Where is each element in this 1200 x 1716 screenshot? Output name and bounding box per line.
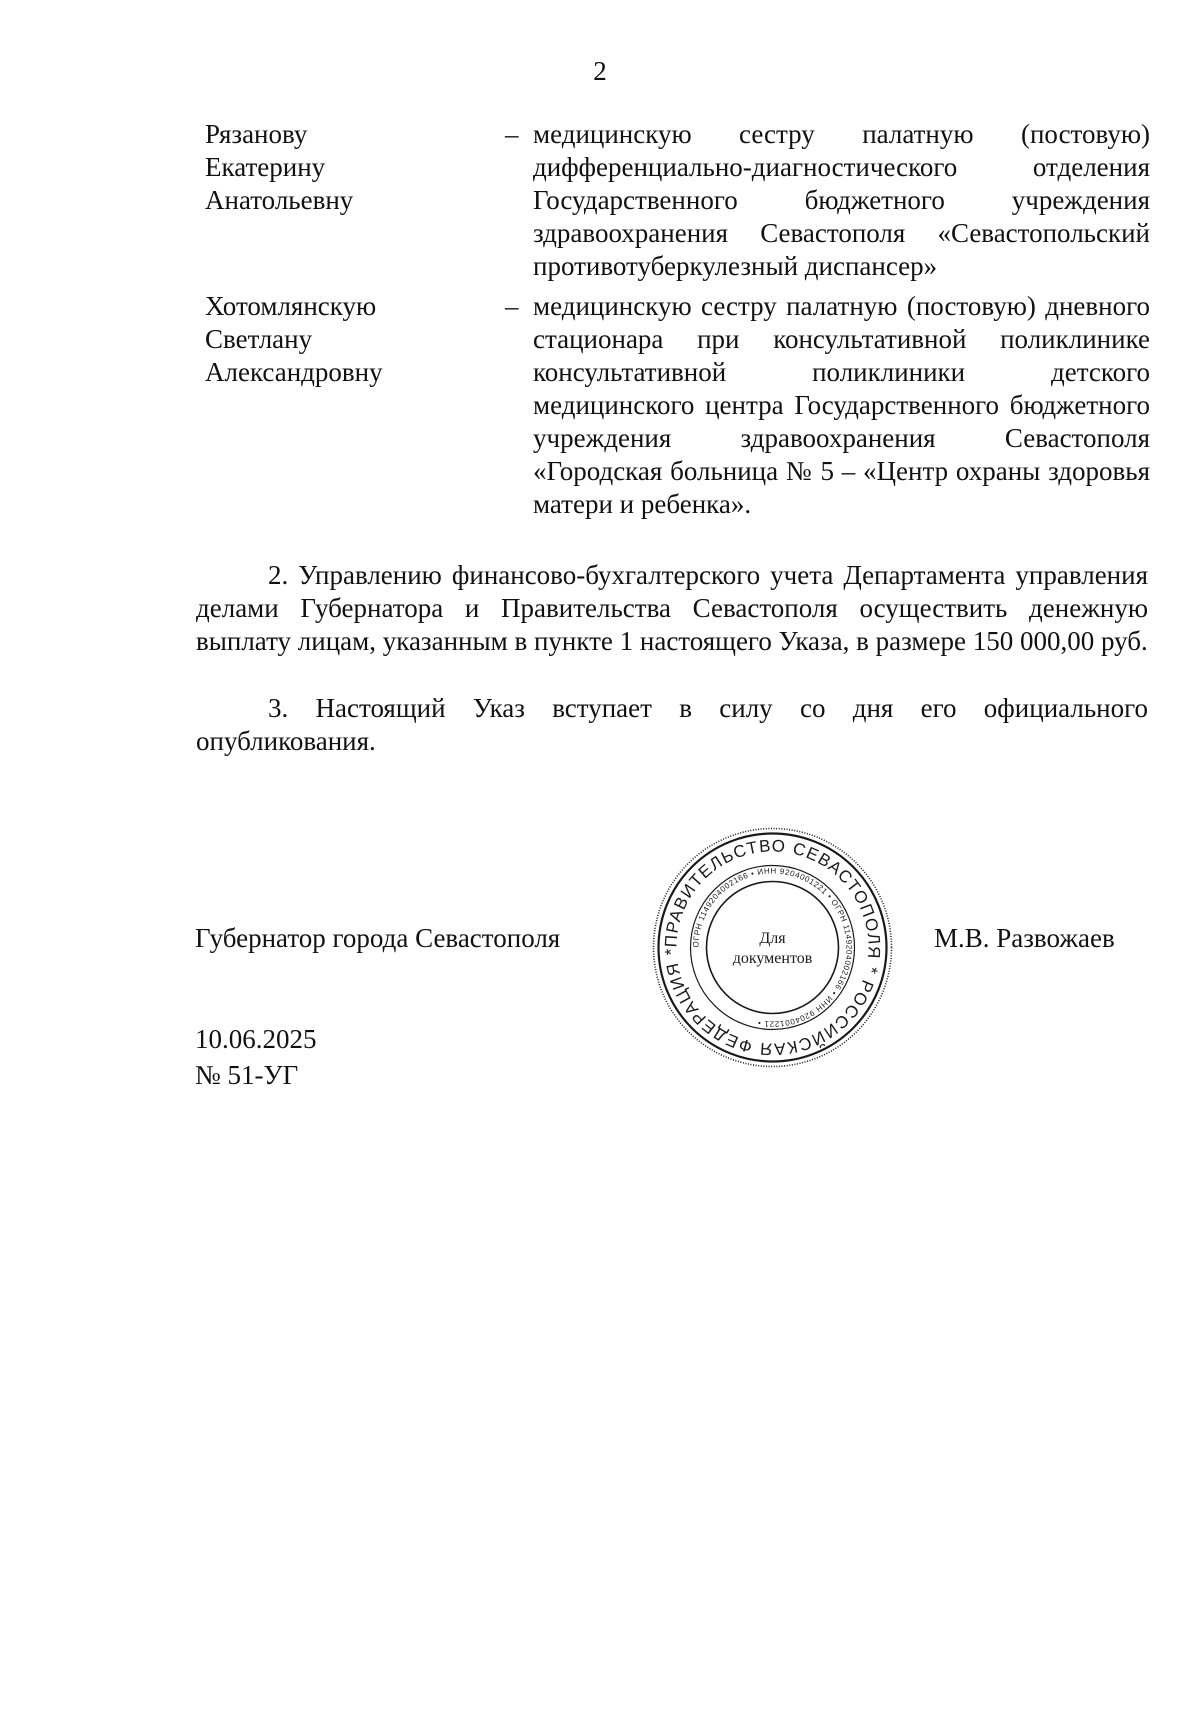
position-description: медицинскую сестру палатную (постовую) дифференциально-диагностического отделения Государственного бюджетного учреждения здравоохранения Севастополя «Севастопольский противотуберкулезный диспансер» (533, 119, 1150, 281)
name-line: Екатерину (205, 152, 326, 182)
signatory-title: Губернатор города Севастополя (195, 923, 561, 953)
page-number: 2 (593, 56, 607, 86)
person-name (205, 118, 485, 217)
paragraph-payment: 2. Управлению финансово-бухгалтерского учета Департамента управления делами Губернатора и Правительства Севастополя осуществить денежную выплату лицам, указанным в пункте 1 настоящего Указа, в размере 150 000,00 руб. (196, 560, 1148, 656)
name-line: Хотомлянскую (205, 291, 377, 321)
position-description: медицинскую сестру палатную (постовую) дневного стационара при консультативной поликлинике консультативной поликлиники детского медицинского центра Государственного бюджетного учреждения здравоохранения Севастополя «Городская больница № 5 – «Центр охраны здоровья матери и ребенка». (533, 291, 1150, 519)
seal-center-line: Для (759, 930, 786, 947)
official-seal (650, 825, 895, 1070)
name-line: Светлану (205, 324, 313, 354)
paragraph-effective-date: 3. Настоящий Указ вступает в силу со дня его официального опубликования. (196, 693, 1148, 756)
dash-separator: – (505, 119, 519, 149)
dash-separator: – (505, 291, 519, 321)
document-date: 10.06.2025 (195, 1024, 317, 1054)
seal-outer-text: ПРАВИТЕЛЬСТВО СЕВАСТОПОЛЯ * РОССИЙСКАЯ ФЕДЕРАЦИЯ * (661, 836, 884, 1059)
seal-inner-text: ОГРН 1149204002166 • ИНН 9204001221 • ОГРН 1149204002166 • ИНН 9204001221 • (691, 866, 854, 1029)
document-number: № 51-УГ (195, 1060, 299, 1090)
svg-text:ОГРН 1149204002166 • ИНН 92040 (691, 866, 853, 1028)
seal-center-line: документов (732, 950, 813, 967)
name-line: Анатольевну (205, 185, 354, 215)
name-line: Рязанову (205, 119, 308, 149)
name-line: Александровну (205, 357, 383, 387)
signatory-name: М.В. Развожаев (934, 923, 1115, 953)
person-name (205, 290, 485, 389)
